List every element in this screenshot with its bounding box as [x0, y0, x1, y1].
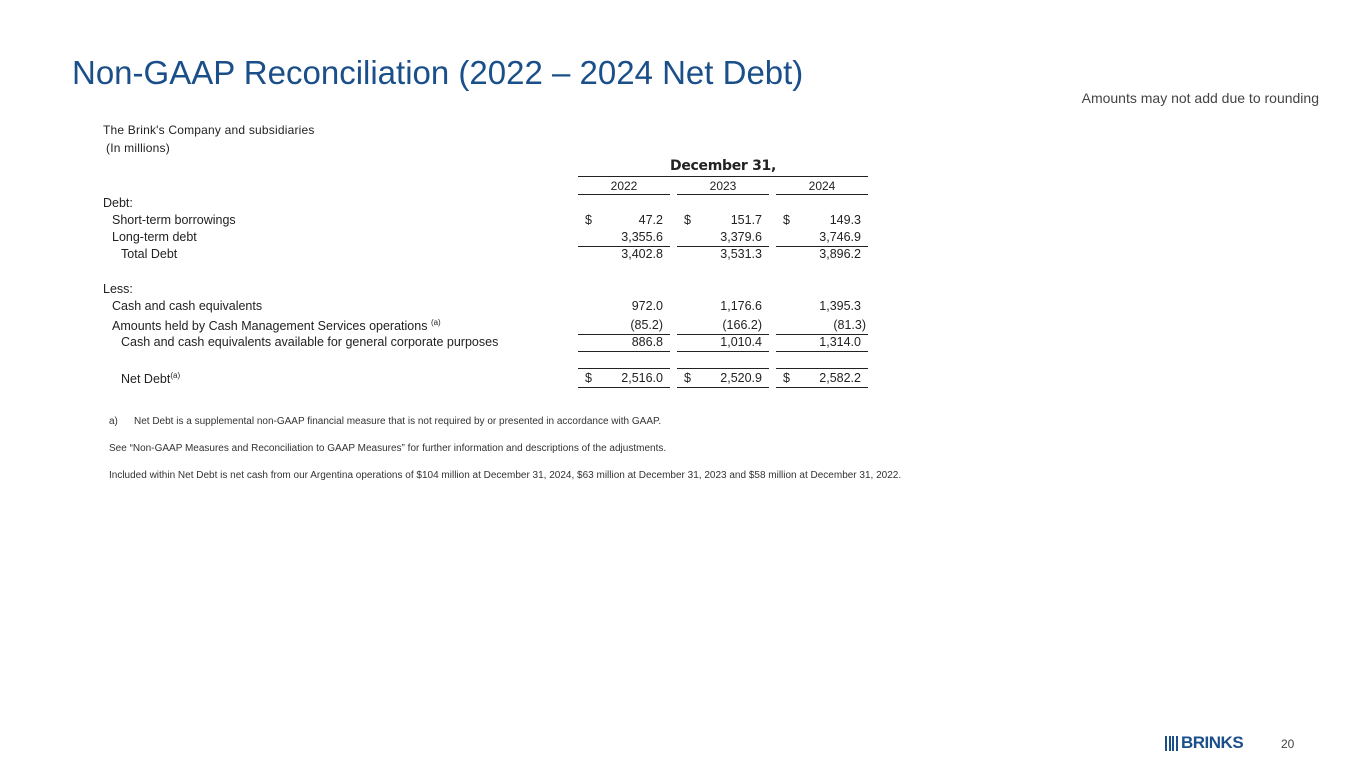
cell-value: 1,395.3: [819, 299, 861, 313]
currency-symbol: $: [783, 213, 790, 227]
logo-wordmark: BRINKS: [1181, 733, 1244, 752]
row-label: [112, 318, 441, 333]
section-label-debt: Debt:: [103, 196, 133, 210]
cell-value: 149.3: [829, 213, 861, 227]
table-cell: [677, 230, 769, 247]
table-cell: [677, 299, 769, 315]
table-cell: [677, 371, 769, 388]
table-cell: [677, 247, 769, 263]
page-number: 20: [1281, 737, 1295, 751]
cell-value: 3,379.6: [720, 230, 762, 244]
rounding-note: Amounts may not add due to rounding: [1081, 90, 1319, 106]
cell-value: 1,176.6: [720, 299, 762, 313]
cell-value: (166.2): [722, 318, 762, 332]
footnote-argentina: Included within Net Debt is net cash from our Argentina operations of $104 million at December 31, 2024, $63 million at December 31, 2023 and $58 million at December 31, 2022.: [109, 470, 902, 481]
cell-value: 3,896.2: [819, 247, 861, 261]
year-2024-header: 2024: [808, 179, 836, 193]
year-rule: [578, 194, 670, 195]
cell-value: (81.3): [833, 318, 866, 332]
table-cell: [578, 335, 670, 352]
table-cell: [677, 213, 769, 229]
footnote-a-marker: a): [109, 416, 118, 427]
table-cell: [578, 213, 670, 229]
cell-value: (85.2): [630, 318, 663, 332]
currency-symbol: $: [585, 371, 592, 385]
currency-symbol: $: [684, 371, 691, 385]
cell-value: 2,516.0: [621, 371, 663, 385]
footnote-marker: (a): [170, 371, 181, 380]
table-cell: [578, 230, 670, 247]
table-row: [0, 335, 1365, 352]
row-label: Cash and cash equivalents available for general corporate purposes: [121, 335, 499, 349]
table-row: [0, 213, 1365, 230]
table-cell: [578, 299, 670, 315]
cell-value: 886.8: [631, 335, 663, 349]
table-row: [0, 318, 1365, 335]
cell-value: 1,010.4: [720, 335, 762, 349]
cell-value: 1,314.0: [819, 335, 861, 349]
table-cell: [578, 371, 670, 388]
year-2023-header: 2023: [709, 179, 737, 193]
table-cell: [776, 230, 868, 247]
currency-symbol: $: [783, 371, 790, 385]
table-cell: [776, 247, 868, 263]
table-row: [0, 196, 1365, 213]
table-cell: [776, 213, 868, 229]
separator-rule: [677, 352, 769, 369]
cell-value: 3,355.6: [621, 230, 663, 244]
separator-rule: [776, 352, 868, 369]
year-2022-header: 2022: [610, 179, 638, 193]
table-cell: [578, 318, 670, 335]
row-label: Cash and cash equivalents: [112, 299, 263, 313]
cell-value: 151.7: [730, 213, 762, 227]
footnote-a-text: Net Debt is a supplemental non-GAAP financial measure that is not required by or presented in accordance with GAAP.: [134, 416, 662, 427]
cell-value: 47.2: [638, 213, 663, 227]
cell-value: 972.0: [631, 299, 663, 313]
row-label-text: Amounts held by Cash Management Services operations: [112, 319, 428, 333]
logo-bars-icon: [1165, 736, 1179, 751]
year-rule: [776, 194, 868, 195]
table-cell: [776, 371, 868, 388]
table-cell: [578, 247, 670, 263]
row-label: [121, 371, 180, 386]
table-cell: [677, 335, 769, 352]
table-cell: [776, 318, 868, 335]
cell-value: 3,402.8: [621, 247, 663, 261]
cell-value: 2,582.2: [819, 371, 861, 385]
brinks-logo: [1165, 735, 1243, 751]
currency-symbol: $: [684, 213, 691, 227]
cell-value: 3,746.9: [819, 230, 861, 244]
cell-value: 2,520.9: [720, 371, 762, 385]
table-row: [0, 230, 1365, 247]
table-row: [0, 282, 1365, 299]
page-title: Non-GAAP Reconciliation (2022 – 2024 Net Debt): [72, 54, 804, 91]
table-cell: [776, 299, 868, 315]
table-cell: [776, 335, 868, 352]
row-label: Short-term borrowings: [112, 213, 236, 227]
cell-value: 3,531.3: [720, 247, 762, 261]
currency-symbol: $: [585, 213, 592, 227]
company-name: The Brink's Company and subsidiaries: [103, 123, 315, 137]
year-rule: [677, 194, 769, 195]
table-cell: [677, 318, 769, 335]
period-header: December 31,: [670, 158, 776, 174]
table-row: [0, 371, 1365, 388]
table-row: [0, 247, 1365, 264]
section-label-less: Less:: [103, 282, 133, 296]
row-label: Long-term debt: [112, 230, 197, 244]
footnote-marker: (a): [430, 318, 441, 327]
table-row: [0, 299, 1365, 316]
footnote-see: See “Non-GAAP Measures and Reconciliation to GAAP Measures” for further information and descriptions of the adjustments.: [109, 443, 667, 454]
units-label: (In millions): [106, 141, 170, 155]
row-label-text: Net Debt: [121, 372, 171, 386]
row-label: Total Debt: [121, 247, 178, 261]
separator-rule: [578, 352, 670, 369]
period-header-rule: [578, 176, 868, 177]
